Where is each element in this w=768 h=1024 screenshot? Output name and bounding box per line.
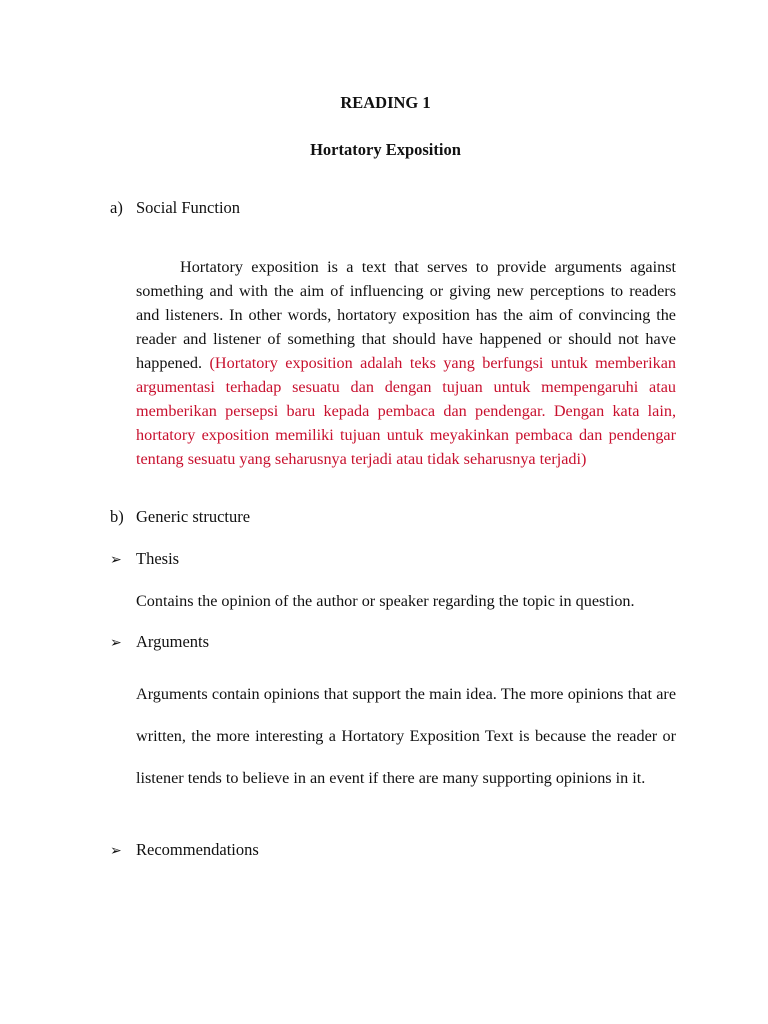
arguments-text: Arguments contain opinions that support the main idea. The more opinions that are written, the more interesting a Hortatory Exposition Text is because the reader or listener tends to believe in an event if there are many supporting opinions in it. xyxy=(136,685,676,787)
arrow-bullet-icon: ➢ xyxy=(110,636,122,651)
page-title: READING 1 xyxy=(340,93,431,112)
section-a-label: Social Function xyxy=(136,198,241,217)
recommendations-bullet xyxy=(110,840,259,860)
social-function-paragraph xyxy=(136,255,676,471)
arrow-bullet-icon: ➢ xyxy=(110,553,122,568)
page-subtitle: Hortatory Exposition xyxy=(310,140,461,159)
thesis-bullet xyxy=(110,549,179,569)
paragraph-indonesian: (Hortatory exposition adalah teks yang berfungsi untuk memberikan argumentasi terhadap sesuatu dan dengan tujuan untuk mempengaruhi atau memberikan persepsi baru kepada pembaca dan pendengar. Dengan kata lain, hortatory exposition memiliki tujuan untuk meyakinkan pembaca dan pendengar tentang sesuatu yang seharusnya terjadi atau tidak seharusnya terjadi) xyxy=(136,354,677,468)
paragraph-english: Hortatory exposition is a text that serves to provide arguments against something and with the aim of influencing or giving new perceptions to readers and listeners. In other words, hortatory exposition has the aim of convincing the reader and listener of something that should have happened or should not have happened. xyxy=(136,258,676,372)
arguments-label: Arguments xyxy=(136,632,210,651)
section-a-heading xyxy=(110,198,240,218)
section-b-label: Generic structure xyxy=(136,507,251,526)
arrow-bullet-icon: ➢ xyxy=(110,844,122,859)
section-a-marker: a) xyxy=(110,198,123,217)
section-b-marker: b) xyxy=(110,507,124,526)
thesis-label: Thesis xyxy=(136,549,180,568)
thesis-text: Contains the opinion of the author or speaker regarding the topic in question. xyxy=(136,592,635,610)
recommendations-label: Recommendations xyxy=(136,840,259,859)
arguments-bullet xyxy=(110,632,209,652)
section-b-heading xyxy=(110,507,250,527)
